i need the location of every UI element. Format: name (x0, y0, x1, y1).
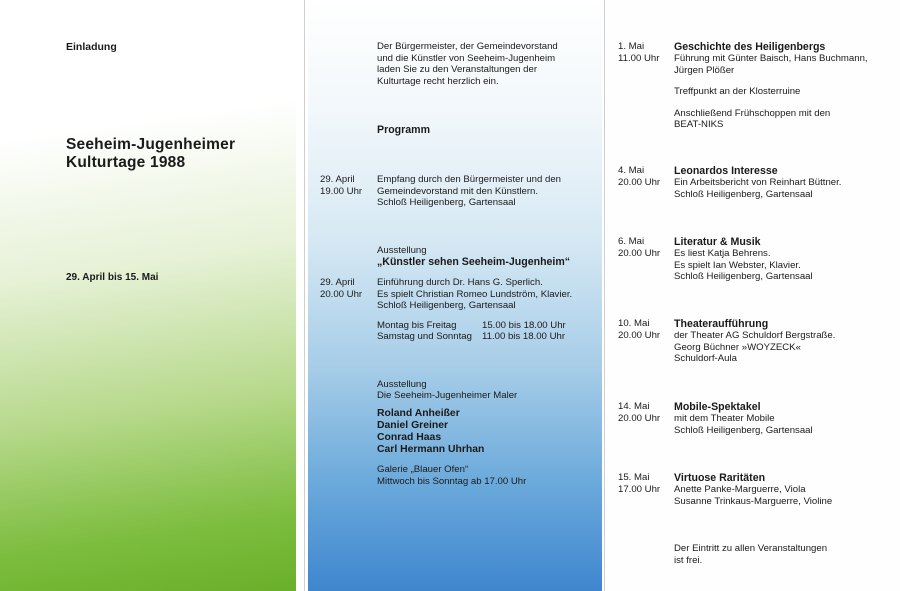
exhibition1-date: 29. April 20.00 Uhr (320, 277, 363, 300)
event-text: Führung mit Günter Baisch, Hans Buchmann, Jürgen Plößer (674, 53, 868, 76)
exhibition2-label: Ausstellung (377, 379, 427, 390)
exhibition1-title: „Künstler sehen Seeheim-Jugenheim“ (377, 256, 571, 268)
event-date: 10. Mai 20.00 Uhr (618, 318, 661, 341)
event-date: 1. Mai 11.00 Uhr (618, 41, 660, 64)
fold-line (604, 0, 605, 591)
event-date: 4. Mai 20.00 Uhr (618, 165, 661, 188)
event-text: mit dem Theater Mobile Schloß Heiligenberg, Gartensaal (674, 413, 813, 436)
invitation-label: Einladung (66, 41, 117, 53)
event-text: Anette Panke-Marguerre, Viola Susanne Trinkaus-Marguerre, Violine (674, 484, 833, 507)
exhibition1-label: Ausstellung (377, 245, 427, 256)
event-title: Theateraufführung (674, 318, 769, 330)
hours-row (377, 331, 565, 343)
admission-note: Der Eintritt zu allen Veranstaltungen ist frei. (674, 543, 828, 566)
reception-text: Empfang durch den Bürgermeister und den Gemeindevorstand mit den Künstlern. Schloß Heiligenberg, Gartensaal (377, 174, 561, 209)
cover-panel (0, 0, 296, 591)
event-item (674, 41, 898, 131)
event-title: Mobile-Spektakel (674, 401, 761, 413)
events-panel (606, 0, 900, 591)
program-panel (308, 0, 602, 591)
event-extra: Treffpunkt an der Klosterruine (674, 86, 801, 98)
event-title: Virtuose Raritäten (674, 472, 766, 484)
event-extra: Anschließend Frühschoppen mit den BEAT-NIKS (674, 107, 831, 131)
artist-list: Roland Anheißer Daniel Greiner Conrad Haas Carl Hermann Uhrhan (377, 408, 485, 455)
event-text: Es liest Katja Behrens. Es spielt Ian Webster, Klavier. Schloß Heiligenberg, Gartensaal (674, 248, 813, 283)
event-item (674, 165, 898, 200)
date-range: 29. April bis 15. Mai (66, 272, 159, 283)
event-item (674, 472, 898, 507)
hours-days: Montag bis Freitag (377, 320, 457, 331)
hours-time: 11.00 bis 18.00 Uhr (482, 331, 566, 342)
event-date: 14. Mai 20.00 Uhr (618, 401, 661, 424)
event-item (674, 236, 898, 283)
exhibition2-subtitle: Die Seeheim-Jugenheimer Maler (377, 390, 518, 401)
event-title: Leonardos Interesse (674, 165, 778, 177)
event-title: Seeheim-Jugenheimer Kulturtage 1988 (66, 136, 236, 171)
event-item (674, 401, 898, 436)
intro-text: Der Bürgermeister, der Gemeindevorstand und die Künstler von Seeheim-Jugenheim laden Sie zu den Veranstaltungen der Kulturtage recht herzlich ein. (377, 41, 558, 87)
hours-row (377, 320, 566, 332)
exhibition2-venue: Galerie „Blauer Ofen“ Mittwoch bis Sonntag ab 17.00 Uhr (377, 464, 527, 487)
program-heading: Programm (377, 124, 430, 136)
reception-date: 29. April 19.00 Uhr (320, 174, 363, 197)
event-text: Ein Arbeitsbericht von Reinhart Büttner. Schloß Heiligenberg, Gartensaal (674, 177, 842, 200)
event-text: der Theater AG Schuldorf Bergstraße. Georg Büchner »WOYZECK« Schuldorf-Aula (674, 330, 836, 365)
event-date: 6. Mai 20.00 Uhr (618, 236, 661, 259)
event-title: Literatur & Musik (674, 236, 761, 248)
event-item (674, 318, 898, 365)
hours-days: Samstag und Sonntag (377, 331, 472, 342)
event-title: Geschichte des Heiligenbergs (674, 41, 826, 53)
event-date: 15. Mai 17.00 Uhr (618, 472, 661, 495)
exhibition1-text: Einführung durch Dr. Hans G. Sperlich. Es spielt Christian Romeo Lundström, Klavier. Schloß Heiligenberg, Gartensaal (377, 277, 573, 312)
fold-line (304, 0, 305, 591)
hours-time: 15.00 bis 18.00 Uhr (482, 320, 566, 331)
